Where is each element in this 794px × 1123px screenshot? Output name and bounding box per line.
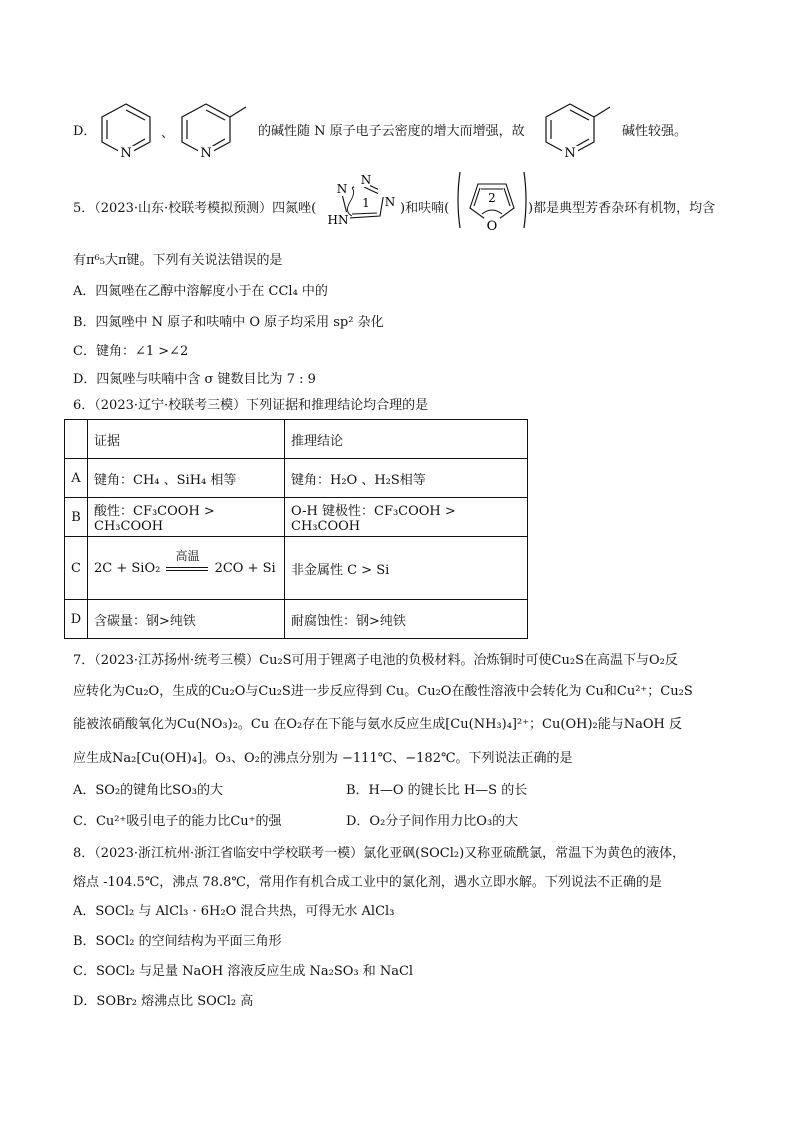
methylpyridine-2-n-label: N	[564, 146, 576, 158]
q5-stem-line2: 有π⁶₅大π键。下列有关说法错误的是	[73, 253, 283, 268]
table-row	[65, 459, 528, 498]
q4-option-d-text1: 的碱性随 N 原子电子云密度的增大而增强，故	[258, 124, 525, 139]
q8-line-1: 8．（2023·浙江杭州·浙江省临安中学校联考一模）氯化亚砜(SOCl₂)又称亚硫酰氯，常温下为黄色的液体，	[73, 846, 686, 861]
angle-1-label: 1	[362, 196, 370, 210]
furan-o: O	[486, 219, 498, 234]
table-header-row	[65, 420, 528, 459]
q5-option-d: D．四氮唑与呋喃中含 σ 键数目比为 7 : 9	[73, 372, 316, 387]
methylpyridine-structure	[178, 100, 250, 158]
row-evidence-reaction	[88, 537, 285, 600]
q7-option-d: D．O₂分子间作用力比O₃的大	[346, 814, 519, 829]
row-conclusion: 耐腐蚀性：钢>纯铁	[285, 600, 528, 639]
row-evidence: 键角：CH₄ 、SiH₄ 相等	[88, 459, 285, 498]
tetrazole-n2: N	[360, 174, 372, 187]
q5-option-b: B．四氮唑中 N 原子和呋喃中 O 原子均采用 sp² 杂化	[73, 315, 384, 330]
q8-option-d: D．SOBr₂ 熔沸点比 SOCl₂ 高	[73, 994, 254, 1009]
q6-table	[64, 419, 528, 639]
row-conclusion: 非金属性 C > Si	[285, 537, 528, 600]
methylpyridine-n-label: N	[200, 146, 212, 158]
q5-option-c: C．键角：∠1 >∠2	[73, 344, 189, 359]
table-row	[65, 600, 528, 639]
table-row	[65, 498, 528, 537]
q7-line-2: 应转化为Cu₂O，生成的Cu₂O与Cu₂S进一步反应得到 Cu。Cu₂O在酸性溶液中会转化为 Cu和Cu²⁺；Cu₂S	[73, 684, 693, 699]
row-label: D	[65, 600, 88, 639]
row-evidence: 酸性：CF₃COOH > CH₃COOH	[88, 498, 285, 537]
q8-option-c: C．SOCl₂ 与足量 NaOH 溶液反应生成 Na₂SO₃ 和 NaCl	[73, 964, 414, 979]
row-label: C	[65, 537, 88, 600]
q5-stem-part2: )和呋喃(	[400, 201, 450, 216]
angle-2-label: 2	[488, 191, 496, 205]
tetrazole-n3: N	[384, 195, 396, 209]
q8-line-2: 熔点 -104.5℃，沸点 78.8℃，常用作有机合成工业中的氯化剂，遇水立即水解。下列说法不正确的是	[73, 875, 662, 890]
q8-option-a: A．SOCl₂ 与 AlCl₃ · 6H₂O 混合共热，可得无水 AlCl₃	[73, 904, 395, 919]
q7-option-a: A．SO₂的键角比SO₃的大	[73, 783, 223, 798]
row-label: A	[65, 459, 88, 498]
table-row	[65, 537, 528, 600]
q7-line-1: 7．（2023·江苏扬州·统考三模）Cu₂S可用于锂离子电池的负极材料。冶炼铜时可使Cu₂S在高温下与O₂反	[73, 653, 678, 668]
tetrazole-hn: HN	[327, 213, 349, 227]
q8-option-b: B．SOCl₂ 的空间结构为平面三角形	[73, 934, 282, 949]
q7-option-b: B．H—O 的键长比 H—S 的长	[346, 783, 528, 798]
q5-stem-part1: 5．（2023·山东·校联考模拟预测）四氮唑(	[73, 201, 317, 216]
row-conclusion: 键角：H₂O 、H₂S相等	[285, 459, 528, 498]
reaction-arrow	[166, 549, 208, 575]
reaction-products: 2CO + Si	[214, 560, 276, 576]
q5-option-a: A．四氮唑在乙醇中溶解度小于在 CCl₄ 中的	[73, 284, 328, 299]
reaction-reactants: 2C + SiO₂	[94, 560, 161, 576]
row-label: B	[65, 498, 88, 537]
row-evidence: 含碳量：钢>纯铁	[88, 600, 285, 639]
q7-option-c: C．Cu²⁺吸引电子的能力比Cu⁺的强	[73, 814, 282, 829]
pyridine-n-label: N	[120, 146, 132, 158]
q7-line-3: 能被浓硝酸氧化为Cu(NO₃)₂。Cu 在O₂存在下能与氨水反应生成[Cu(NH₃)₄]²⁺；Cu(OH)₂能与NaOH 反	[73, 717, 682, 732]
row-conclusion: O-H 键极性：CF₃COOH > CH₃COOH	[285, 498, 528, 537]
q6-stem: 6．（2023·辽宁·校联考三模）下列证据和推理结论均合理的是	[73, 398, 429, 413]
table-header-conclusion: 推理结论	[285, 420, 528, 459]
q5-stem-part3: )都是典型芳香杂环有机物，均含	[528, 201, 716, 216]
tetrazole-n1: N	[336, 182, 348, 196]
methylpyridine-structure-2	[542, 100, 614, 158]
reaction-condition: 高温	[175, 549, 200, 563]
table-header-blank	[65, 420, 88, 459]
tetrazole-structure	[326, 174, 400, 234]
q4-separator: 、	[161, 126, 175, 141]
pyridine-structure	[98, 100, 154, 158]
q4-option-d-text2: 碱性较强。	[622, 124, 688, 139]
q7-line-4: 应生成Na₂[Cu(OH)₄]。O₃、O₂的沸点分别为 −111℃、−182℃。下列说法正确的是	[73, 751, 573, 766]
table-header-evidence: 证据	[88, 420, 285, 459]
furan-structure	[456, 166, 528, 234]
q4-option-d-label: D．	[73, 124, 97, 139]
